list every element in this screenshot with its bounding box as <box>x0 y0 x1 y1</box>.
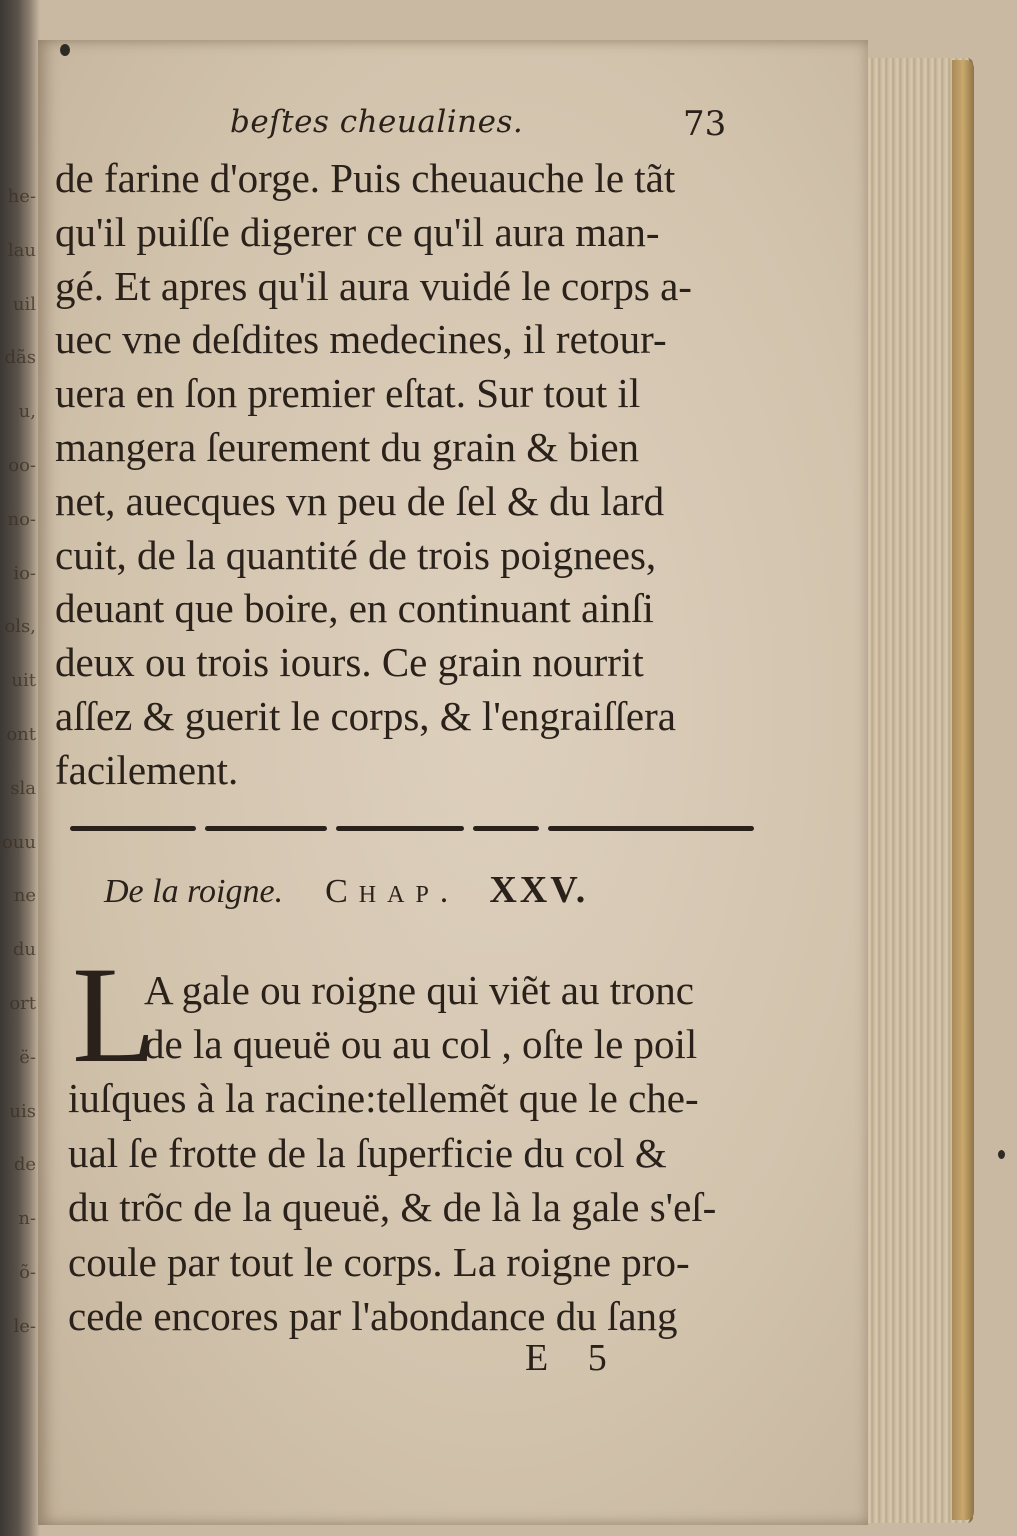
previous-page-fragment: ols, <box>4 616 36 638</box>
previous-page-fragment: de <box>13 1154 36 1176</box>
paragraph-2 <box>68 1071 788 1344</box>
previous-page-fragment: ont <box>6 723 36 745</box>
previous-page-fragment: he- <box>7 186 36 207</box>
corner-speck <box>60 44 70 56</box>
text-line: du trõc de la queuë, & de là la gale s'eſ- <box>68 1184 717 1230</box>
signature-mark: E 5 <box>525 1337 607 1379</box>
text-line: qu'il puiſſe digerer ce qu'il aura man- <box>55 208 660 255</box>
text-line: uec vne deſdites medecines, il retour- <box>55 316 667 363</box>
text-line: facilement. <box>55 746 239 793</box>
edge-speck <box>998 1150 1005 1159</box>
drop-cap: L <box>72 938 157 1091</box>
text-line: de farine d'orge. Puis cheuauche le tãt <box>55 155 676 201</box>
previous-page-fragment: uis <box>9 1100 36 1122</box>
previous-page-fragment: no- <box>7 508 36 530</box>
page-number: 73 <box>683 104 727 144</box>
text-line: coule par tout le corps. La roigne pro- <box>68 1238 690 1285</box>
previous-page-fragment: u, <box>18 401 36 423</box>
rule-segment <box>548 826 754 831</box>
previous-page-fragment: lau <box>7 239 36 261</box>
previous-page-fragment: du <box>12 939 36 961</box>
previous-page-fragment: uil <box>12 293 36 315</box>
paragraph-2-indented <box>144 963 784 1071</box>
previous-page-fragment: n- <box>18 1208 36 1230</box>
running-head: beſtes cheualines. <box>230 104 524 140</box>
text-line: de la queuë ou au col , oſte le poil <box>144 1021 698 1067</box>
rule-segment <box>336 826 464 831</box>
text-line: gé. Et apres qu'il aura vuidé le corps a- <box>55 262 692 309</box>
previous-page-fragment: dãs <box>4 347 36 369</box>
text-line: deuant que boire, en continuant ainſi <box>55 585 654 632</box>
text-line: uera en ſon premier eſtat. Sur tout il <box>55 370 641 417</box>
previous-page-fragment: uit <box>11 670 36 692</box>
chapter-heading <box>104 868 744 912</box>
rule-segment <box>70 826 196 831</box>
previous-page-fragment: ouu <box>1 831 36 853</box>
previous-page-fragment: ë- <box>19 1046 36 1068</box>
ornamental-rule <box>70 823 754 833</box>
text-line: cede encores par l'abondance du ſang <box>68 1293 678 1339</box>
previous-page-fragment: io- <box>13 562 36 584</box>
text-line: cuit, de la quantité de trois poignees, <box>55 531 657 578</box>
chapter-number: XXV. <box>489 869 589 911</box>
previous-page-fragment: ne <box>13 885 36 907</box>
rule-segment <box>205 826 327 831</box>
previous-page-fragment: õ- <box>19 1261 36 1283</box>
book-cover-edge <box>952 60 974 1520</box>
previous-page-fragment: oo- <box>8 454 36 476</box>
rule-segment <box>473 826 539 831</box>
text-line: iuſques à la racine:tellemẽt que le che- <box>68 1075 699 1121</box>
chapter-label: Chap. <box>325 873 460 910</box>
previous-page-fragment: ort <box>9 992 36 1014</box>
text-line: deux ou trois iours. Ce grain nourrit <box>55 639 644 686</box>
text-line: net, auecques vn peu de ſel & du lard <box>55 477 665 524</box>
text-line: mangera ſeurement du grain & bien <box>55 423 640 470</box>
previous-page-fragment: sla <box>10 777 36 799</box>
previous-page-edge <box>0 60 40 1536</box>
previous-page-fragment: le- <box>13 1315 36 1337</box>
chapter-title: De la roigne. <box>104 873 284 910</box>
paragraph-1 <box>55 152 775 798</box>
text-line: aſſez & guerit le corps, & l'engraiſſera <box>55 692 676 739</box>
text-line: A gale ou roigne qui viẽt au tronc <box>144 967 694 1013</box>
text-line: ual ſe frotte de la ſuperficie du col & <box>68 1129 667 1176</box>
